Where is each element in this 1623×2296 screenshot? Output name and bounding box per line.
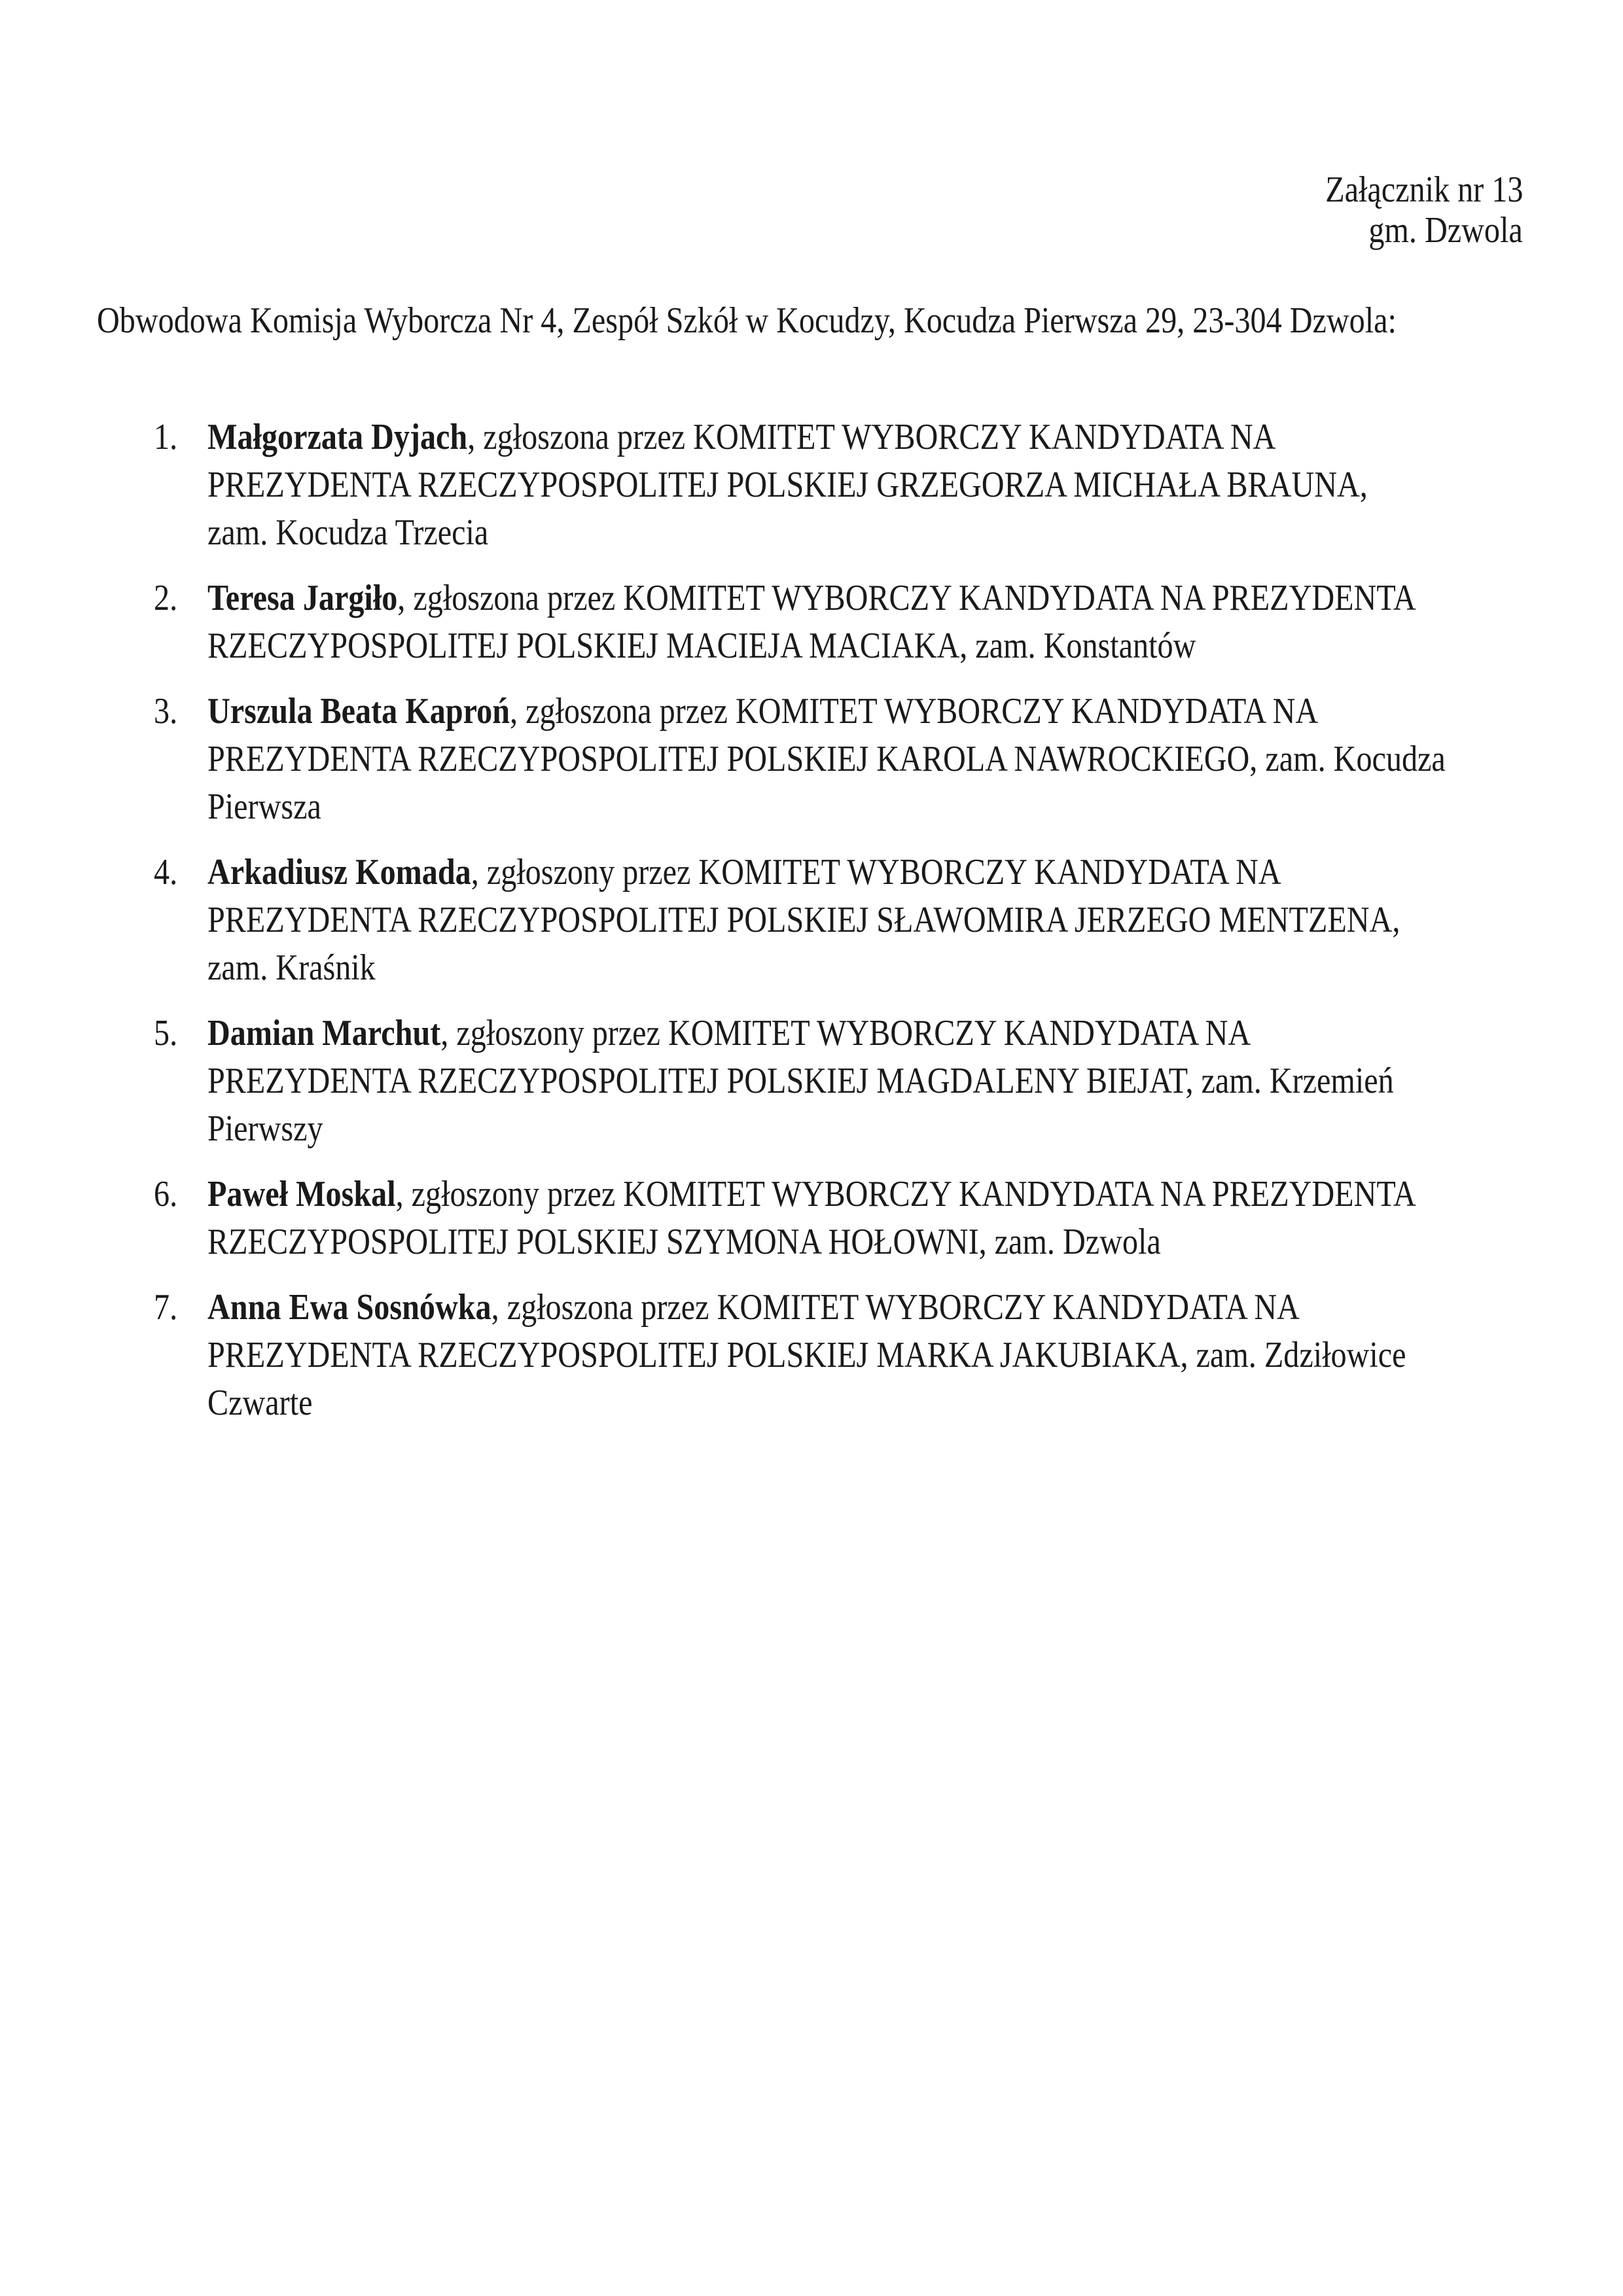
item-line: Pierwszy: [207, 1108, 323, 1149]
item-line: Urszula Beata Kaproń, zgłoszona przez KOMITET WYBORCZY KANDYDATA NA: [207, 691, 1319, 732]
commission-intro: Obwodowa Komisja Wyborcza Nr 4, Zespół Szkół w Kocudzy, Kocudza Pierwsza 29, 23-304 Dzwola:: [97, 300, 1397, 341]
item-line: PREZYDENTA RZECZYPOSPOLITEJ POLSKIEJ SŁAWOMIRA JERZEGO MENTZENA,: [207, 900, 1400, 940]
item-line: Małgorzata Dyjach, zgłoszona przez KOMITET WYBORCZY KANDYDATA NA: [207, 417, 1276, 457]
item-number: 2.: [154, 578, 178, 618]
member-name: Paweł Moskal: [207, 1174, 396, 1214]
annex-label: Załącznik nr 13: [1325, 169, 1523, 210]
item-number: 5.: [154, 1013, 178, 1053]
item-number: 1.: [154, 417, 178, 457]
municipality-label: gm. Dzwola: [1368, 210, 1523, 251]
item-line: PREZYDENTA RZECZYPOSPOLITEJ POLSKIEJ KAROLA NAWROCKIEGO, zam. Kocudza: [207, 739, 1446, 779]
item-line: Teresa Jargiło, zgłoszona przez KOMITET WYBORCZY KANDYDATA NA PREZYDENTA: [207, 578, 1416, 618]
member-name: Małgorzata Dyjach: [207, 417, 468, 457]
member-name: Urszula Beata Kaproń: [207, 691, 510, 732]
item-line: PREZYDENTA RZECZYPOSPOLITEJ POLSKIEJ GRZEGORZA MICHAŁA BRAUNA,: [207, 465, 1368, 505]
item-line: Arkadiusz Komada, zgłoszony przez KOMITET WYBORCZY KANDYDATA NA: [207, 852, 1281, 892]
member-name: Damian Marchut: [207, 1013, 441, 1053]
item-line: Anna Ewa Sosnówka, zgłoszona przez KOMITET WYBORCZY KANDYDATA NA: [207, 1287, 1300, 1328]
item-number: 4.: [154, 852, 178, 892]
member-name: Anna Ewa Sosnówka: [207, 1287, 491, 1328]
item-line: RZECZYPOSPOLITEJ POLSKIEJ SZYMONA HOŁOWNI, zam. Dzwola: [207, 1222, 1161, 1262]
item-number: 7.: [154, 1287, 178, 1328]
item-line: zam. Kraśnik: [207, 947, 376, 988]
member-name: Teresa Jargiło: [207, 578, 398, 618]
item-line: PREZYDENTA RZECZYPOSPOLITEJ POLSKIEJ MAGDALENY BIEJAT, zam. Krzemień: [207, 1061, 1394, 1101]
item-number: 3.: [154, 691, 178, 732]
item-number: 6.: [154, 1174, 178, 1214]
member-name: Arkadiusz Komada: [207, 852, 471, 892]
item-line: PREZYDENTA RZECZYPOSPOLITEJ POLSKIEJ MARKA JAKUBIAKA, zam. Zdziłowice: [207, 1335, 1406, 1375]
item-line: zam. Kocudza Trzecia: [207, 512, 489, 553]
item-line: Damian Marchut, zgłoszony przez KOMITET WYBORCZY KANDYDATA NA: [207, 1013, 1251, 1053]
item-line: RZECZYPOSPOLITEJ POLSKIEJ MACIEJA MACIAKA, zam. Konstantów: [207, 626, 1196, 666]
item-line: Czwarte: [207, 1383, 313, 1423]
item-line: Paweł Moskal, zgłoszony przez KOMITET WYBORCZY KANDYDATA NA PREZYDENTA: [207, 1174, 1416, 1214]
item-line: Pierwsza: [207, 786, 321, 827]
